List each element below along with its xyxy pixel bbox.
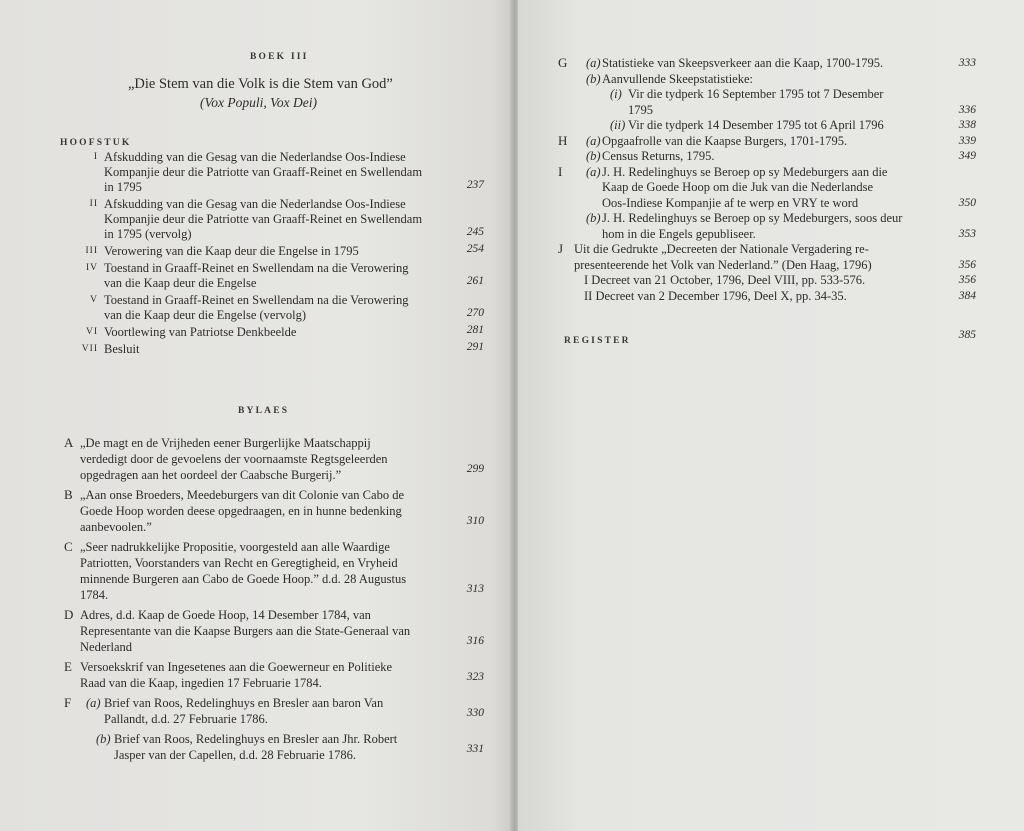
appendix-text-line: Brief van Roos, Redelinghuys en Bresler aan Jhr. Robert bbox=[114, 732, 398, 746]
appendix-page-number: 299 bbox=[466, 463, 484, 475]
appendix-sub-label: (a) bbox=[586, 133, 601, 148]
appendix-letter: C bbox=[64, 539, 73, 554]
appendix-letter: I bbox=[558, 163, 563, 179]
appendix-page-number: 353 bbox=[958, 227, 976, 240]
appendix-letter: A bbox=[64, 435, 74, 450]
chapter-title-line: Toestand in Graaff-Reinet en Swellendam na die Verowering bbox=[104, 261, 409, 275]
appendix-sub-label: (b) bbox=[586, 71, 601, 86]
chapter-number: II bbox=[89, 199, 98, 209]
appendix-page-number: 313 bbox=[466, 583, 484, 595]
appendix-text-line: Statistieke van Skeepsverkeer aan die Kaap, 1700-1795. bbox=[602, 56, 884, 70]
appendix-text-line: Opgaafrolle van die Kaapse Burgers, 1701-1795. bbox=[602, 133, 848, 148]
appendix-text-line: verdedigt door de gevoelens der voornaamste Regtsgeleerden bbox=[80, 452, 388, 466]
chapter-page-number: 254 bbox=[466, 243, 484, 255]
appendix-letter: B bbox=[64, 487, 73, 502]
book-subtitle: (Vox Populi, Vox Dei) bbox=[200, 95, 317, 110]
appendix-sub-label: (i) bbox=[610, 87, 622, 101]
right-page bbox=[518, 0, 1024, 831]
book-title: „Die Stem van die Volk is die Stem van God” bbox=[128, 76, 393, 92]
chapter-title-line: van die Kaap deur die Engelse (vervolg) bbox=[104, 308, 307, 322]
appendix-page-number: 349 bbox=[958, 150, 976, 162]
appendix-text-line: Versoekskrif van Ingesetenes aan die Goewerneur en Politieke bbox=[80, 660, 393, 674]
appendix-page-number: 384 bbox=[958, 289, 976, 302]
chapter-title-line: Toestand in Graaff-Reinet en Swellendam na die Verowering bbox=[104, 293, 409, 307]
appendix-page-number: 310 bbox=[466, 515, 484, 527]
chapter-number: IV bbox=[85, 263, 98, 273]
appendix-sub-label: (b) bbox=[586, 149, 601, 163]
appendix-page-number: 331 bbox=[466, 743, 484, 755]
appendix-text-line: hom in die Engels gepubliseer. bbox=[602, 226, 756, 241]
chapter-number: VI bbox=[85, 327, 98, 337]
chapter-title-line: in 1795 bbox=[104, 180, 142, 194]
appendix-text-line: Patriotten, Voorstanders van Recht en Geregtigheid, en Vryheid bbox=[80, 556, 398, 570]
chapter-title-line: Afskudding van die Gesag van die Nederlandse Oos-Indiese bbox=[104, 150, 406, 164]
chapter-page-number: 261 bbox=[466, 275, 484, 287]
chapter-number: III bbox=[85, 246, 98, 256]
appendix-text-line: Jasper van der Capellen, d.d. 28 Februarie 1786. bbox=[114, 748, 356, 762]
appendix-page-number: 333 bbox=[958, 57, 976, 69]
chapter-number: V bbox=[90, 295, 98, 305]
appendix-text-line: I Decreet van 21 October, 1796, Deel VIII, pp. 533-576. bbox=[584, 273, 866, 287]
appendix-text-line: minnende Burgeren aan Cabo de Goede Hoop.” d.d. 28 Augustus bbox=[80, 572, 407, 586]
appendix-page-number: 339 bbox=[958, 134, 976, 147]
appendix-text-line: „De magt en de Vrijheden eener Burgerlijke Maatschappij bbox=[80, 436, 371, 450]
appendix-letter: D bbox=[64, 607, 74, 622]
appendix-sub-label: (a) bbox=[586, 164, 601, 179]
appendix-text-line: 1784. bbox=[80, 588, 109, 602]
appendix-page-number: 338 bbox=[958, 119, 976, 131]
appendix-letter: J bbox=[558, 241, 564, 256]
appendix-page-number: 323 bbox=[466, 671, 484, 683]
appendix-text-line: Census Returns, 1795. bbox=[602, 149, 715, 163]
appendix-text-line: Vir die tydperk 14 Desember 1795 tot 6 April 1796 bbox=[628, 118, 884, 132]
appendix-sub-label: (ii) bbox=[610, 118, 626, 132]
chapter-title-line: Kompanjie deur die Patriotte van Graaff-Reinet en Swellendam bbox=[104, 212, 423, 226]
appendix-text-line: II Decreet van 2 December 1796, Deel X, pp. 34-35. bbox=[584, 288, 847, 303]
appendix-text-line: Oos-Indiese Kompanjie af te werp en VRY te word bbox=[602, 195, 859, 210]
appendix-text-line: Aanvullende Skeepstatistieke: bbox=[602, 71, 754, 86]
appendix-text-line: Pallandt, d.d. 27 Februarie 1786. bbox=[104, 712, 268, 726]
chapter-title-line: van die Kaap deur die Engelse bbox=[104, 276, 257, 290]
appendix-text-line: Vir die tydperk 16 September 1795 tot 7 Desember bbox=[628, 87, 884, 101]
chapter-number: VII bbox=[81, 344, 98, 354]
appendix-text-line: presenteerende het Volk van Nederland.” (Den Haag, 1796) bbox=[574, 257, 872, 272]
section-label: BOEK III bbox=[250, 52, 309, 62]
chapter-title-line: Afskudding van die Gesag van die Nederlandse Oos-Indiese bbox=[104, 197, 406, 211]
appendix-page-number: 336 bbox=[958, 103, 976, 116]
appendix-heading: BYLAES bbox=[238, 406, 290, 416]
appendix-letter: F bbox=[64, 695, 72, 710]
appendix-page-number: 350 bbox=[958, 196, 976, 209]
appendix-text-line: Goede Hoop worden deese opgedraagen, en in hunne bedenking bbox=[80, 504, 402, 518]
appendix-letter: E bbox=[64, 659, 72, 674]
appendix-text-line: Brief van Roos, Redelinghuys en Bresler aan baron Van bbox=[104, 696, 384, 710]
register-label: REGISTER bbox=[564, 336, 631, 346]
appendix-text-line: „Aan onse Broeders, Meedeburgers van dit Colonie van Cabo de bbox=[80, 488, 404, 502]
appendix-sub-label: (b) bbox=[96, 732, 111, 746]
appendix-text-line: J. H. Redelinghuys se Beroep op sy Medeburgers, soos deur bbox=[602, 211, 903, 225]
appendix-text-line: „Seer nadrukkelijke Propositie, voorgesteld aan alle Waardige bbox=[80, 540, 390, 554]
appendix-text-line: opgedragen aan het oordeel der Caabsche Burgerij.” bbox=[80, 468, 342, 482]
appendix-text-line: Nederland bbox=[80, 640, 133, 654]
appendix-letter: G bbox=[558, 55, 568, 70]
chapter-page-number: 245 bbox=[466, 226, 484, 238]
appendix-page-number: 316 bbox=[466, 635, 484, 647]
appendix-text-line: aanbevoolen.” bbox=[80, 520, 152, 534]
chapter-number: I bbox=[93, 152, 98, 162]
chapter-page-number: 281 bbox=[466, 324, 484, 336]
chapter-title-line: Besluit bbox=[104, 342, 140, 356]
register-page: 385 bbox=[958, 329, 976, 341]
appendix-sub-label: (a) bbox=[586, 56, 601, 70]
appendix-page-number: 356 bbox=[958, 274, 976, 286]
chapter-heading: HOOFSTUK bbox=[60, 138, 132, 148]
appendix-text-line: Uit die Gedrukte „Decreeten der Nationale Vergadering re- bbox=[574, 242, 869, 256]
appendix-text-line: J. H. Redelinghuys se Beroep op sy Medeburgers aan die bbox=[602, 164, 888, 179]
chapter-page-number: 237 bbox=[466, 179, 484, 191]
appendix-sub-label: (b) bbox=[586, 211, 601, 225]
appendix-text-line: Representante van die Kaapse Burgers aan die State-Generaal van bbox=[80, 624, 411, 638]
appendix-text-line: Adres, d.d. Kaap de Goede Hoop, 14 Desember 1784, van bbox=[80, 608, 371, 622]
chapter-title-line: in 1795 (vervolg) bbox=[104, 227, 192, 241]
chapter-title-line: Kompanjie deur die Patriotte van Graaff-Reinet en Swellendam bbox=[104, 165, 423, 179]
appendix-text-line: 1795 bbox=[628, 102, 653, 117]
appendix-letter: H bbox=[558, 132, 568, 148]
appendix-sub-label: (a) bbox=[86, 696, 101, 710]
chapter-page-number: 291 bbox=[466, 341, 484, 353]
chapter-title-line: Voortlewing van Patriotse Denkbeelde bbox=[104, 325, 297, 339]
chapter-title-line: Verowering van die Kaap deur die Engelse in 1795 bbox=[104, 244, 359, 258]
appendix-page-number: 330 bbox=[466, 707, 484, 719]
chapter-page-number: 270 bbox=[466, 307, 484, 319]
appendix-page-number: 356 bbox=[958, 258, 976, 271]
appendix-text-line: Kaap de Goede Hoop om die Juk van die Nederlandse bbox=[602, 180, 874, 194]
appendix-text-line: Raad van die Kaap, ingedien 17 Februarie 1784. bbox=[80, 676, 322, 690]
